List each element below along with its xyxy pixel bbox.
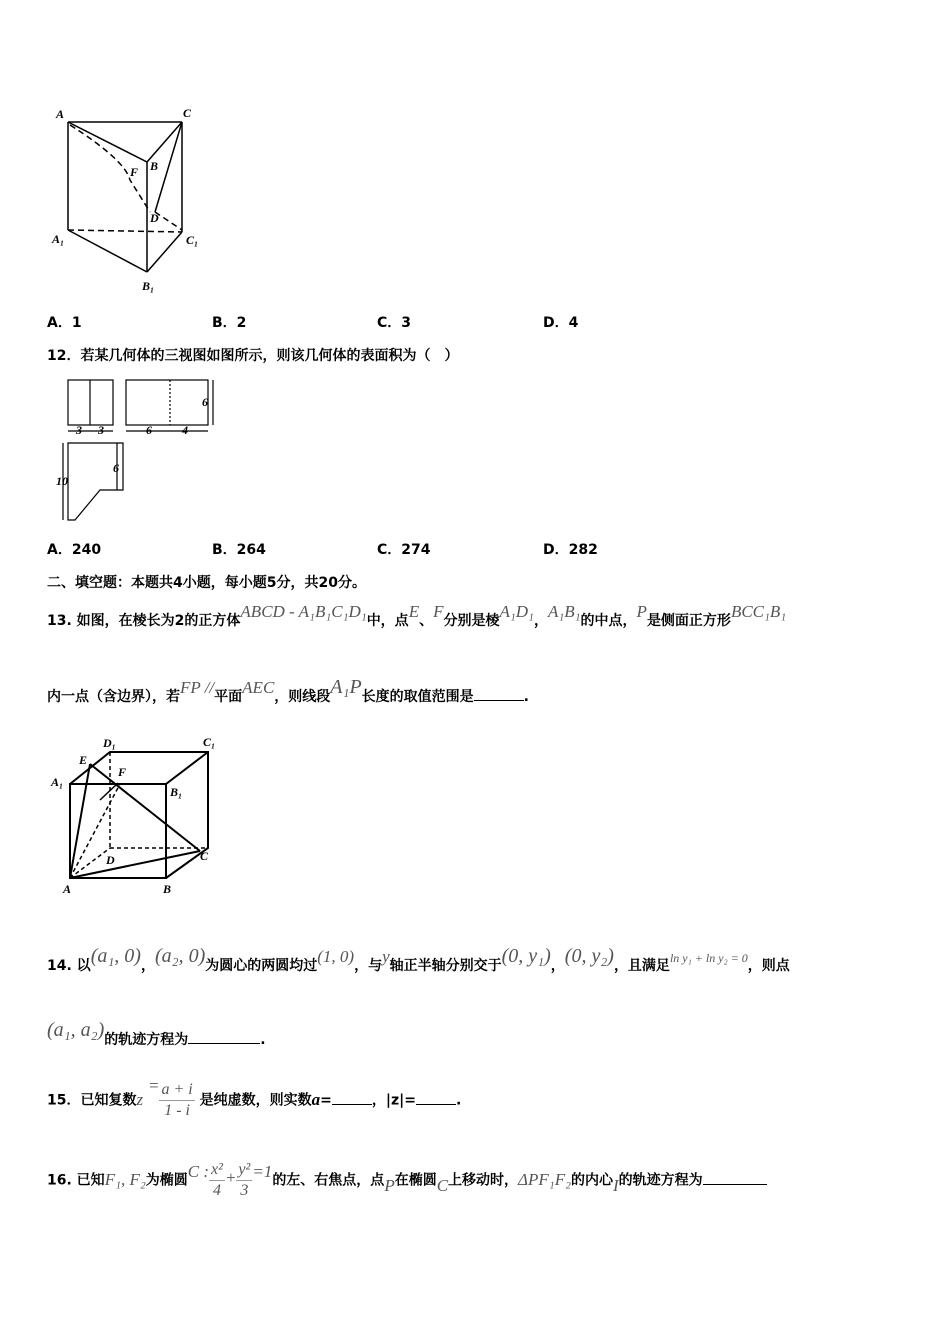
q13-line1: 13. 如图，在棱长为2的正方体ABCD - A₁B₁C₁D₁中，点E、F分别是棱A₁D₁，A₁B₁的中点，P是侧面正方形BCC₁B₁	[47, 602, 787, 629]
cube-figure	[45, 730, 230, 900]
q11-option-c: C．3	[377, 315, 412, 331]
label-A1: A₁	[51, 775, 64, 789]
q15-z-blank[interactable]	[416, 1092, 456, 1105]
label-C1: C₁	[203, 735, 216, 749]
label-B1: B₁	[170, 785, 183, 799]
label-A: A	[63, 882, 72, 896]
label-B1: B₁	[142, 279, 155, 293]
label-B: B	[150, 159, 159, 173]
prism-figure	[45, 100, 215, 300]
q12-option-a: A．240	[47, 542, 102, 558]
label-B: B	[163, 882, 172, 896]
label-D: D	[150, 211, 159, 225]
dim-front-right: 3	[98, 423, 104, 437]
dim-front-left: 3	[76, 423, 82, 437]
q12-text: 12．若某几何体的三视图如图所示，则该几何体的表面积为（ ）	[47, 348, 459, 364]
q14-answer-blank[interactable]	[188, 1031, 260, 1044]
three-view-figure	[50, 375, 220, 525]
label-D1: D₁	[103, 736, 116, 750]
q13-line2: 内一点（含边界），若FP //平面AEC，则线段A₁P长度的取值范围是 .	[47, 676, 529, 705]
dim-top-inner: 6	[113, 461, 119, 475]
dim-side-right: 4	[182, 423, 188, 437]
label-C: C	[183, 106, 192, 120]
label-A: A	[56, 107, 65, 121]
section-heading: 二、填空题：本题共4小题，每小题5分，共20分。	[47, 575, 366, 591]
q15-a-blank[interactable]	[332, 1092, 372, 1105]
dim-side-height: 6	[202, 395, 208, 409]
dim-top-height: 10	[56, 474, 68, 488]
q16-line: 16. 已知F₁, F₂为椭圆C : $\frac{\text{x²}}{4}$ + $\frac{\text{y²}}{3}$ =1的左、右焦点，点P在椭圆C上移动时，ΔPF₁F₂的内心I的轨迹方程为	[47, 1160, 767, 1201]
label-E: E	[79, 753, 88, 767]
q11-option-b: B．2	[212, 315, 247, 331]
label-C: C	[200, 849, 209, 863]
dim-side-left: 6	[146, 423, 152, 437]
q12-option-b: B．264	[212, 542, 266, 558]
q11-option-d: D．4	[543, 315, 579, 331]
q15-line: 15．已知复数z = $\frac{a + i}{1 - i}$ 是纯虚数，则实数a= ，|z|= .	[47, 1075, 462, 1119]
label-D: D	[106, 853, 115, 867]
label-A1: A₁	[52, 232, 65, 246]
label-C1: C₁	[186, 233, 199, 247]
q15-fraction: $\frac{a + i}{1 - i}$	[161, 1081, 193, 1119]
q12-option-c: C．274	[377, 542, 431, 558]
label-F: F	[130, 165, 139, 179]
q11-option-a: A．1	[47, 315, 82, 331]
q14-line2: (a₁, a₂)的轨迹方程为 .	[47, 1019, 266, 1048]
label-F: F	[118, 765, 127, 779]
q13-answer-blank[interactable]	[474, 688, 524, 701]
q14-line1: 14. 以(a₁, 0)，(a₂, 0)为圆心的两圆均过(1, 0)，与y轴正半轴分别交于(0, y₁)，(0, y₂)，且满足ln y₁ + ln y₂ = 0，则点	[47, 945, 790, 974]
q16-answer-blank[interactable]	[703, 1172, 767, 1185]
q12-option-d: D．282	[543, 542, 598, 558]
